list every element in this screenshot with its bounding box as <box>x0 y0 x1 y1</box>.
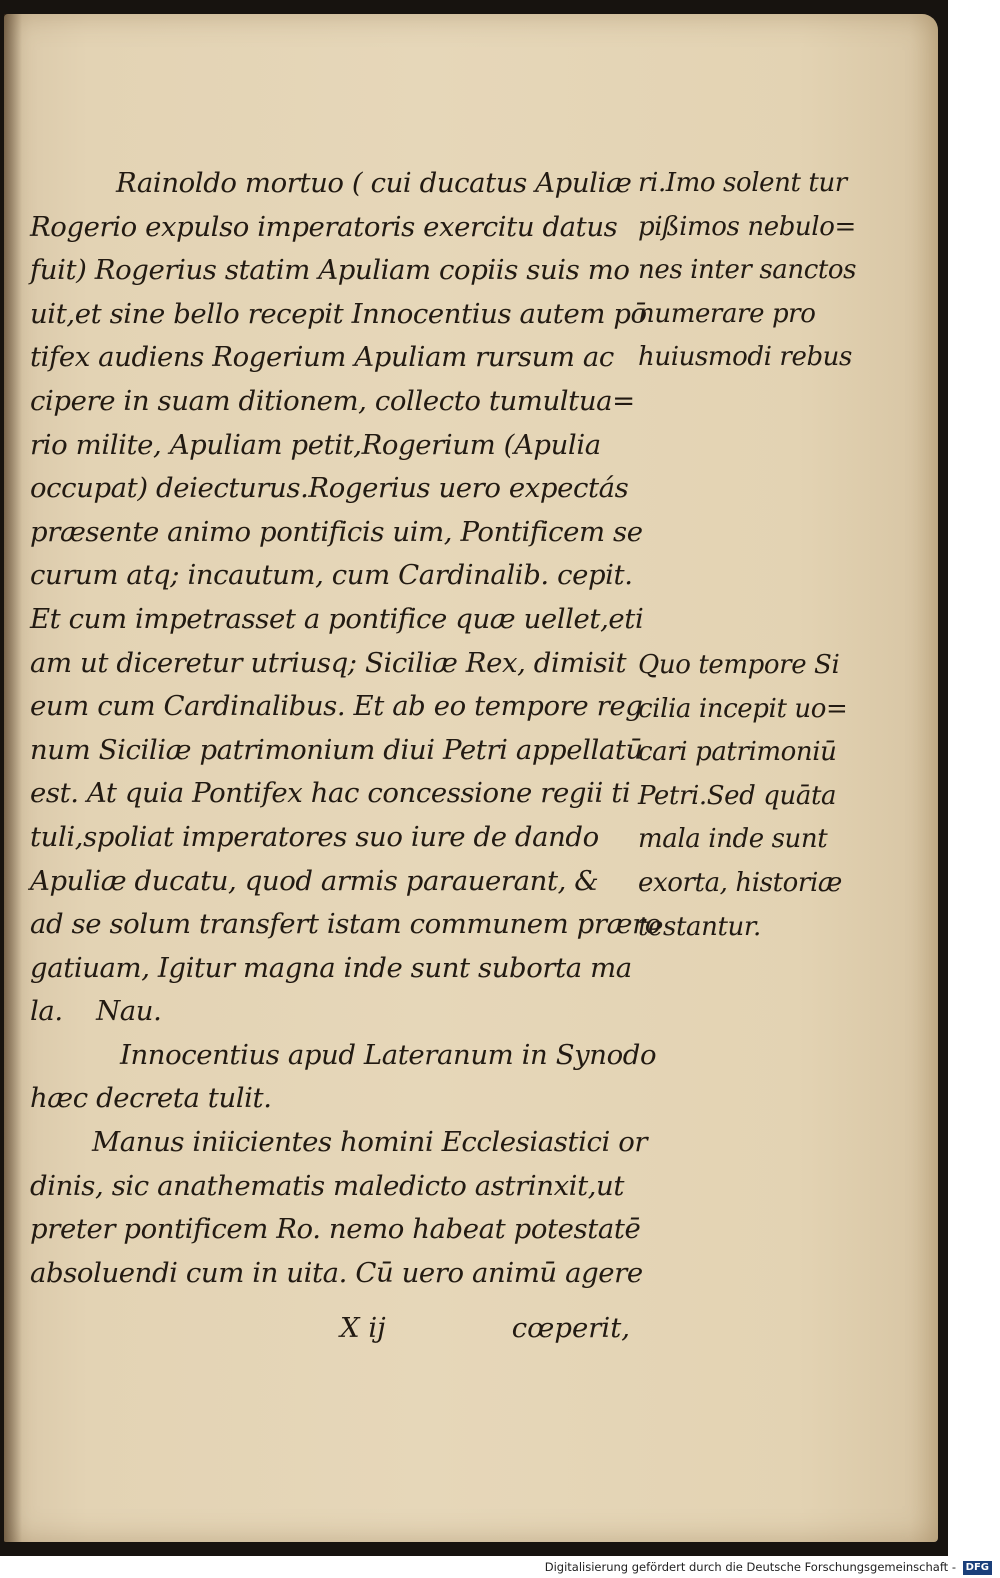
text-line: Innocentius apud Lateranum in Synodo <box>120 1038 657 1071</box>
text-line: am ut diceretur utriusq; Siciliæ Rex, dimisit <box>30 646 627 679</box>
text-line: hæc decreta tulit. <box>30 1082 272 1115</box>
margin-note-line: nes inter sanctos <box>638 255 857 286</box>
margin-note-line: Quo tempore Si <box>638 650 840 680</box>
page-footer <box>30 1312 636 1356</box>
text-line: Apuliæ ducatu, quod armis parauerant, & <box>30 864 599 897</box>
text-line: occupat) deiecturus.Rogerius uero expectás <box>30 472 629 505</box>
main-text-block <box>30 162 661 1295</box>
text-line: ad se solum transfert istam communem præro <box>30 908 661 941</box>
text-line: tifex audiens Rogerium Apuliam rursum ac <box>30 341 614 374</box>
margin-note-line: huiusmodi rebus <box>638 342 852 373</box>
text-line: Manus iniicientes homini Ecclesiastici or <box>92 1126 648 1159</box>
margin-note-line: numerare pro <box>638 298 816 329</box>
text-line: absoluendi cum in uita. Cū uero animū agere <box>30 1256 643 1289</box>
text-line: la. Nau. <box>30 995 162 1028</box>
text-line: gatiuam, Igitur magna inde sunt suborta ma <box>30 951 632 984</box>
margin-note-line: cari patrimoniū <box>638 737 837 768</box>
text-line: uit,et sine bello recepit Innocentius autem pō <box>30 297 647 330</box>
digitization-notice-text: Digitalisierung gefördert durch die Deutsche Forschungsgemeinschaft - <box>544 1560 956 1574</box>
margin-note-line: ri.Imo solent tur <box>638 168 847 198</box>
text-line: cipere in suam ditionem, collecto tumultua= <box>30 384 635 417</box>
text-line: præsente animo pontificis uim, Pontificem se <box>30 515 643 548</box>
text-line: eum cum Cardinalibus. Et ab eo tempore reg <box>30 690 643 723</box>
marginal-note <box>638 162 870 380</box>
margin-note-line: exorta, historiæ <box>638 867 842 898</box>
text-line: est. At quia Pontifex hac concessione regii ti <box>30 777 631 810</box>
digitization-notice <box>0 1556 1000 1578</box>
text-line: dinis, sic anathematis maledicto astrinxit,ut <box>30 1169 625 1202</box>
text-line: curum atq; incautum, cum Cardinalib. cepit. <box>30 559 633 592</box>
margin-note-line: cilia incepit uo= <box>638 693 848 724</box>
book-page <box>4 14 938 1542</box>
margin-note-line: pißimos nebulo= <box>638 211 856 242</box>
text-line: tuli,spoliat imperatores suo iure de dando <box>30 820 599 853</box>
dfg-logo: DFG <box>963 1561 992 1575</box>
text-line: num Siciliæ patrimonium diui Petri appellatū <box>30 733 643 766</box>
text-line: Rogerio expulso imperatoris exercitu datus <box>30 210 618 243</box>
text-line: preter pontificem Ro. nemo habeat potestatē <box>30 1213 641 1246</box>
margin-note-line: Petri.Sed quāta <box>638 780 837 811</box>
margin-note-line: testantur. <box>638 911 761 942</box>
signature-mark: X ij <box>340 1312 386 1344</box>
marginal-note <box>638 644 870 949</box>
margin-note-line: mala inde sunt <box>638 824 828 855</box>
text-line: rio milite, Apuliam petit,Rogerium (Apulia <box>30 428 601 461</box>
text-line: Et cum impetrasset a pontifice quæ uellet,eti <box>30 602 644 635</box>
text-line: fuit) Rogerius statim Apuliam copiis suis mo <box>30 254 630 287</box>
catchword: cœperit, <box>511 1312 630 1344</box>
text-line: Rainoldo mortuo ( cui ducatus Apuliæ <box>116 167 632 199</box>
